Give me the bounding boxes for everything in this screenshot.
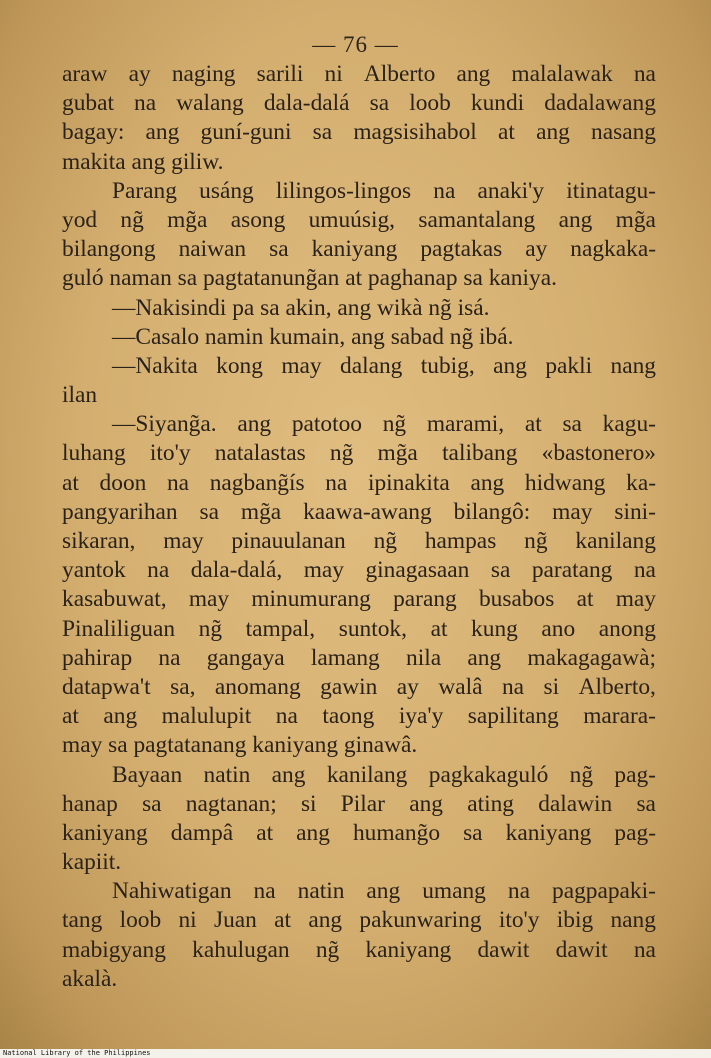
paragraph (62, 323, 656, 352)
text-line: at ang malulupit na taong iya'y sapilitang marara- (62, 703, 656, 730)
text-line: pangyarihan sa mg̃a kaawa-awang bilangô: may sini- (62, 498, 656, 525)
text-line: —Casalo namin kumain, ang sabad ng̃ ibá. (112, 323, 514, 350)
text-line: bilangong naiwan sa kaniyang pagtakas ay nagkaka- (62, 236, 656, 263)
paragraph (62, 352, 656, 410)
paragraph (62, 410, 656, 760)
text-line: datapwa't sa, anomang gawin ay walâ na si Alberto, (62, 673, 656, 700)
text-line: at doon na nagbang̃ís na ipinakita ang hidwang ka- (62, 469, 656, 496)
text-line: tang loob ni Juan at ang pakunwaring ito'y ibig nang (62, 907, 656, 934)
text-line: akalà. (62, 965, 118, 992)
paragraph (62, 60, 656, 177)
text-line: kasabuwat, may minumurang parang busabos at may (62, 586, 656, 613)
footer-credit: National Library of the Philippines (3, 1049, 151, 1057)
text-line: pahirap na gangaya lamang nila ang makagagawà; (62, 644, 656, 671)
text-line: Pinaliliguan ng̃ tampal, suntok, at kung ano anong (62, 615, 656, 642)
page-number: — 76 — (312, 32, 399, 57)
text-line: sikaran, may pinauulanan ng̃ hampas ng̃ kanilang (62, 528, 656, 554)
body-text (62, 60, 656, 994)
text-line: kaniyang dampâ at ang humang̃o sa kaniyang pag- (62, 819, 656, 846)
text-line: —Nakisindi pa sa akin, ang wikà ng̃ isá. (112, 294, 490, 321)
text-line: ilan (62, 382, 98, 409)
paragraph (62, 877, 656, 994)
text-line: yantok na dala-dalá, may ginagasaan sa paratang na (62, 557, 656, 584)
text-line: araw ay naging sarili ni Alberto ang malalawak na (62, 61, 656, 87)
text-line: —Siyang̃a. ang patotoo ng̃ marami, at sa kagu- (112, 411, 656, 438)
text-line: —Nakita kong may dalang tubig, ang pakli nang (112, 352, 656, 379)
paragraph (62, 177, 656, 294)
text-line: may sa pagtatanang kaniyang ginawâ. (62, 732, 418, 759)
text-line: Bayaan natin ang kanilang pagkakaguló ng̃ pag- (112, 761, 656, 788)
text-line: bagay: ang guní-guni sa magsisihabol at ang nasang (62, 119, 656, 146)
text-line: kapiit. (62, 849, 122, 876)
text-line: luhang ito'y natalastas ng̃ mg̃a talibang «bastonero» (62, 440, 656, 467)
paragraph (62, 294, 656, 323)
paragraph (62, 761, 656, 878)
text-line: yod ng̃ mg̃a asong umuúsig, samantalang ang mg̃a (62, 206, 656, 233)
text-line: guló naman sa pagtatanung̃an at paghanap sa kaniya. (62, 265, 557, 292)
text-line: Nahiwatigan na natin ang umang na pagpapaki- (112, 878, 656, 905)
text-line: mabigyang kahulugan ng̃ kaniyang dawit dawit na (62, 936, 656, 963)
text-line: makita ang giliw. (62, 148, 224, 175)
text-line: hanap sa nagtanan; si Pilar ang ating dalawin sa (62, 790, 656, 817)
text-line: Parang usáng lilingos-lingos na anaki'y itinatagu- (112, 177, 656, 204)
footer-bar (0, 1049, 711, 1058)
text-line: gubat na walang dala-dalá sa loob kundi dadalawang (62, 90, 656, 117)
